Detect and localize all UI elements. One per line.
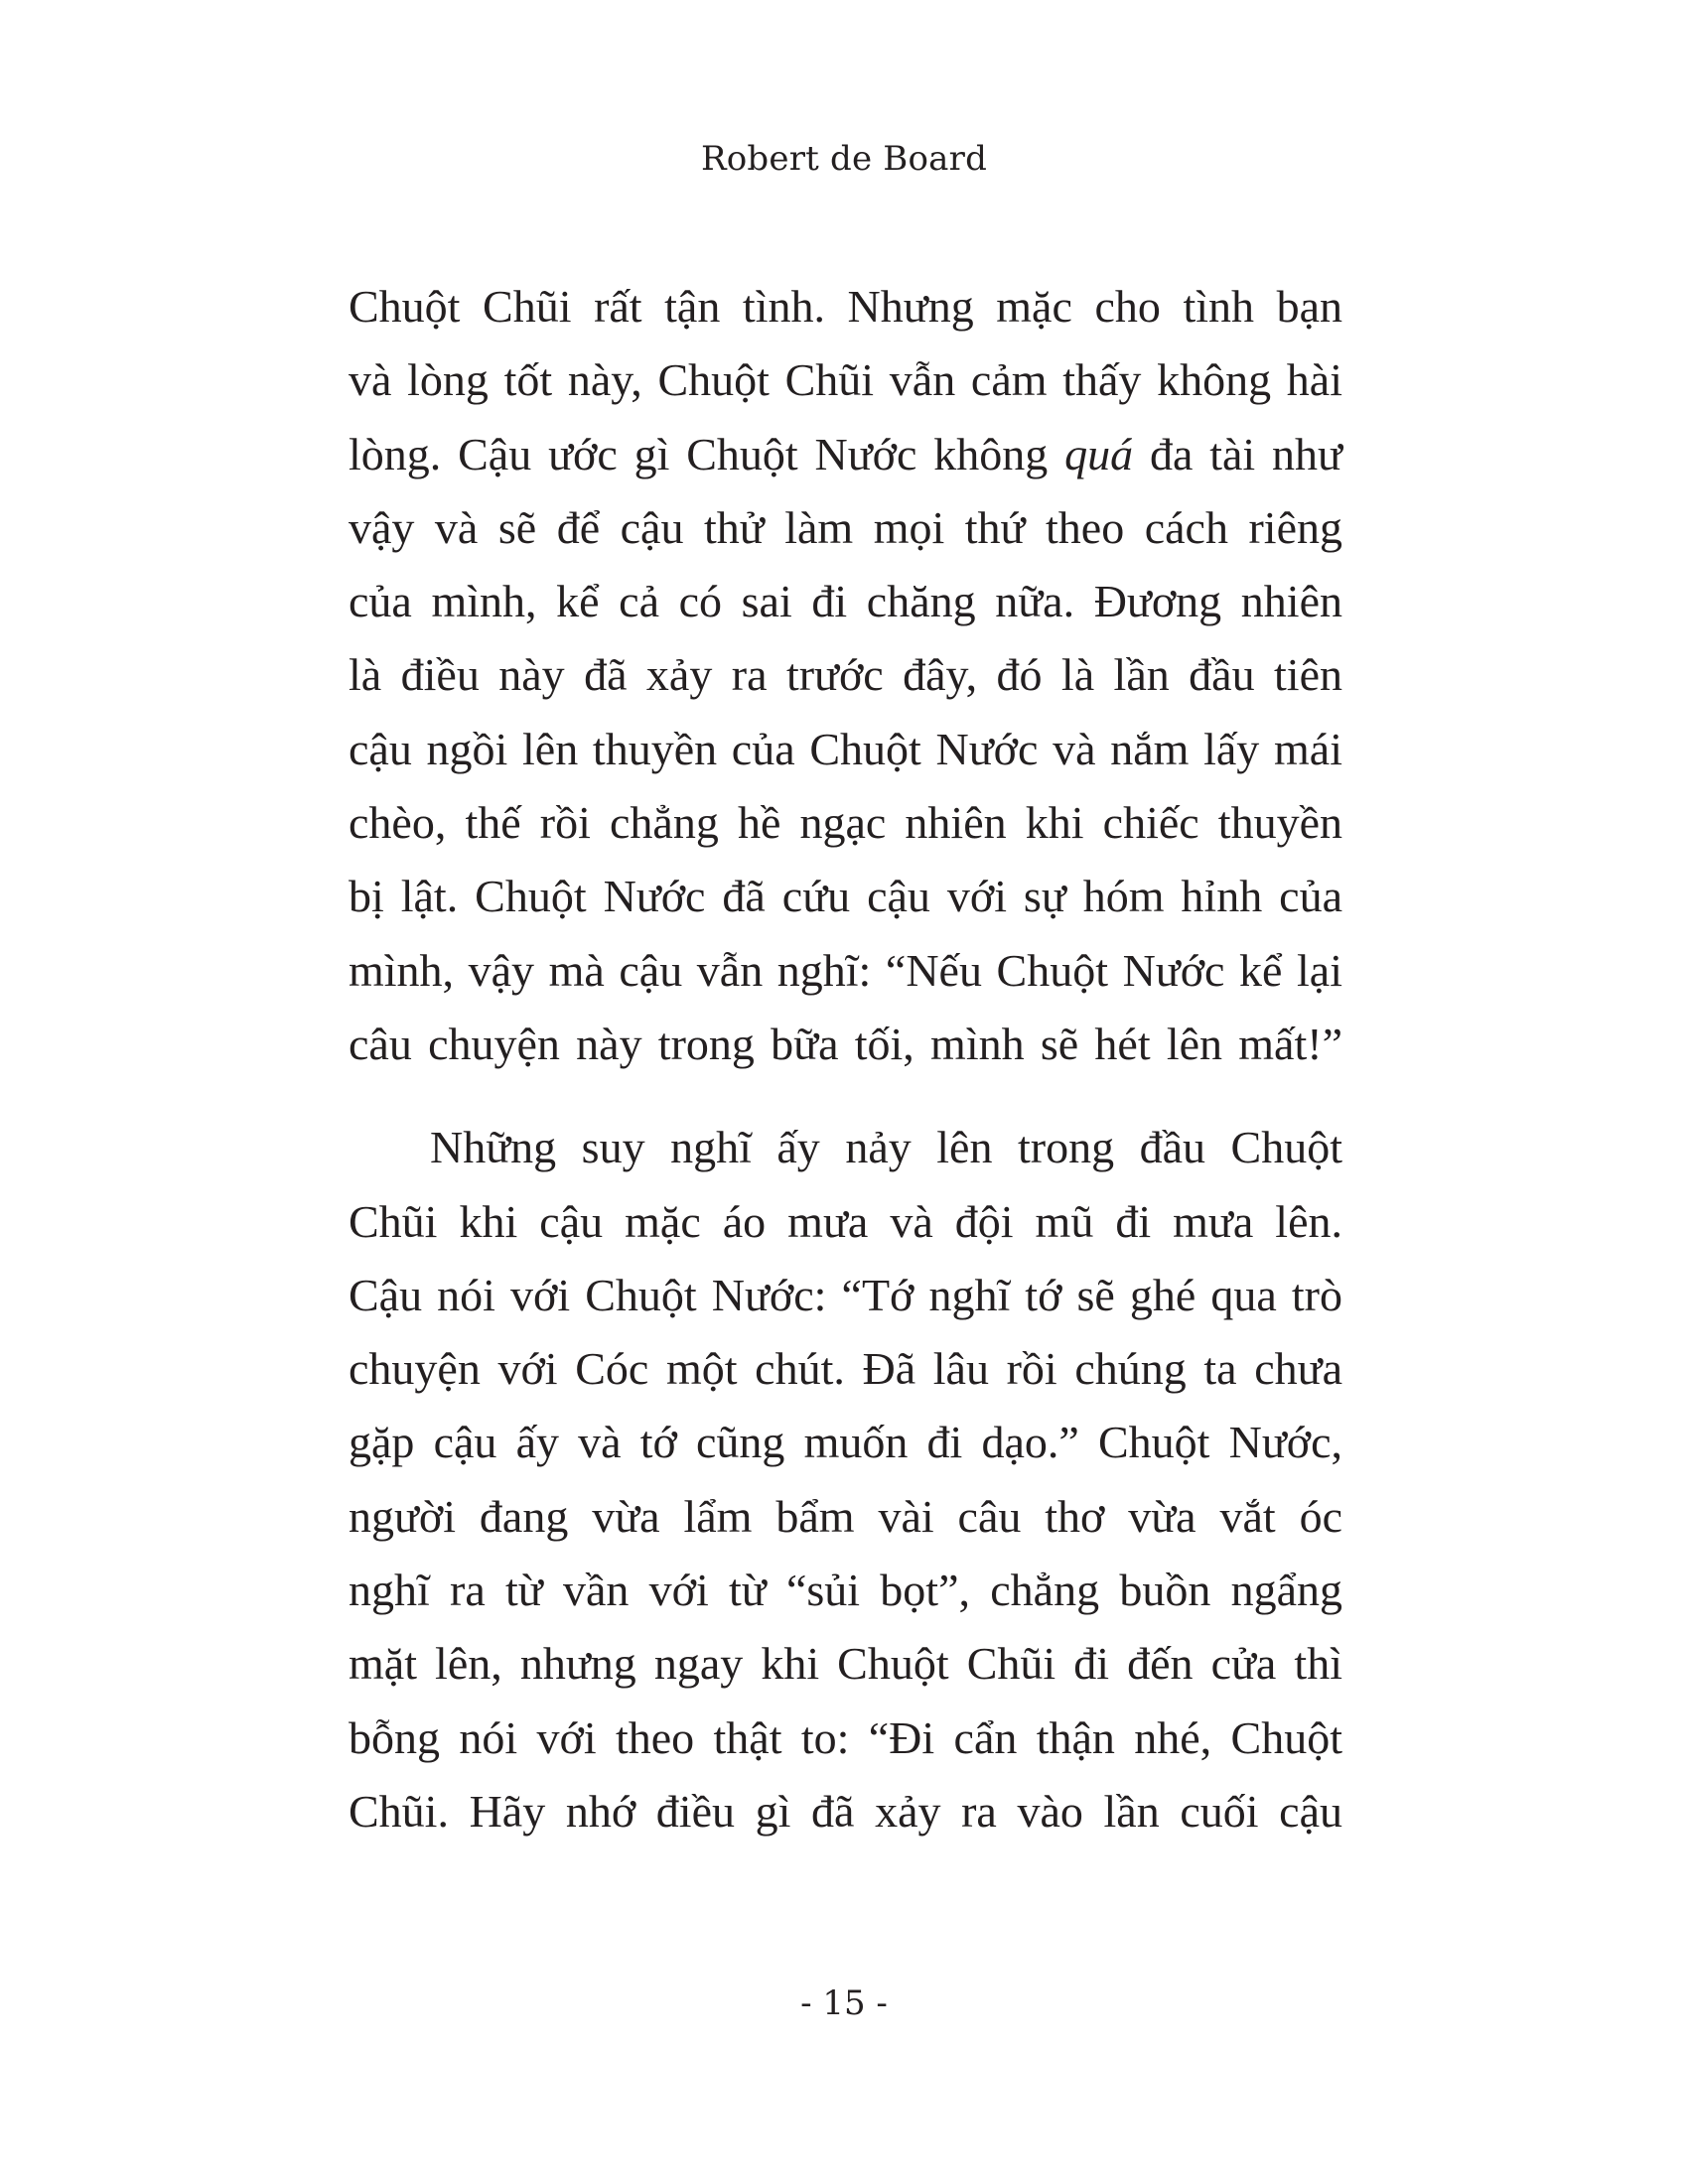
text-line: câu chuyện này trong bữa tối, mình sẽ hét lên mất!” xyxy=(349,1018,1342,1069)
text-line: Chuột Chũi rất tận tình. Nhưng mặc cho tình bạn xyxy=(349,281,1342,332)
text-line: cậu ngồi lên thuyền của Chuột Nước và nắm lấy mái xyxy=(349,723,1342,774)
text-line xyxy=(349,418,1342,491)
text-line: là điều này đã xảy ra trước đây, đó là lần đầu tiên xyxy=(349,649,1342,701)
text-line: của mình, kể cả có sai đi chăng nữa. Đương nhiên xyxy=(349,576,1342,627)
text-line: mặt lên, nhưng ngay khi Chuột Chũi đi đến cửa thì xyxy=(349,1638,1342,1690)
text-segment: lòng. Cậu ước gì Chuột Nước không xyxy=(349,428,1065,479)
text-line: mình, vậy mà cậu vẫn nghĩ: “Nếu Chuột Nước kể lại xyxy=(349,944,1342,996)
text-line: chuyện với Cóc một chút. Đã lâu rồi chúng ta chưa xyxy=(349,1343,1342,1395)
text-segment: đa tài như xyxy=(1133,428,1342,479)
text-line: người đang vừa lẩm bẩm vài câu thơ vừa vắt óc xyxy=(349,1490,1342,1542)
body-text xyxy=(349,270,1342,1848)
paragraph xyxy=(349,1111,1342,1848)
text-line: Cậu nói với Chuột Nước: “Tớ nghĩ tớ sẽ ghé qua trò xyxy=(349,1269,1342,1320)
text-line: và lòng tốt này, Chuột Chũi vẫn cảm thấy không hài xyxy=(349,354,1342,406)
text-line: Chũi. Hãy nhớ điều gì đã xảy ra vào lần cuối cậu xyxy=(349,1785,1342,1837)
running-head-author: Robert de Board xyxy=(700,139,988,179)
text-line: bỗng nói với theo thật to: “Đi cẩn thận nhé, Chuột xyxy=(349,1711,1342,1763)
text-line: nghĩ ra từ vần với từ “sủi bọt”, chẳng buồn ngẩng xyxy=(349,1565,1342,1616)
text-line: chèo, thế rồi chẳng hề ngạc nhiên khi chiếc thuyền xyxy=(349,797,1342,849)
paragraph xyxy=(349,270,1342,1081)
text-line: bị lật. Chuột Nước đã cứu cậu với sự hóm hỉnh của xyxy=(349,871,1342,922)
emphasis-text: quá xyxy=(1064,428,1134,479)
text-line: Những suy nghĩ ấy nảy lên trong đầu Chuột xyxy=(430,1122,1342,1173)
text-line: vậy và sẽ để cậu thử làm mọi thứ theo cách riêng xyxy=(349,501,1342,553)
page-number: - 15 - xyxy=(800,1983,888,2023)
text-line: Chũi khi cậu mặc áo mưa và đội mũ đi mưa lên. xyxy=(349,1195,1342,1247)
text-line: gặp cậu ấy và tớ cũng muốn đi dạo.” Chuột Nước, xyxy=(349,1417,1342,1468)
